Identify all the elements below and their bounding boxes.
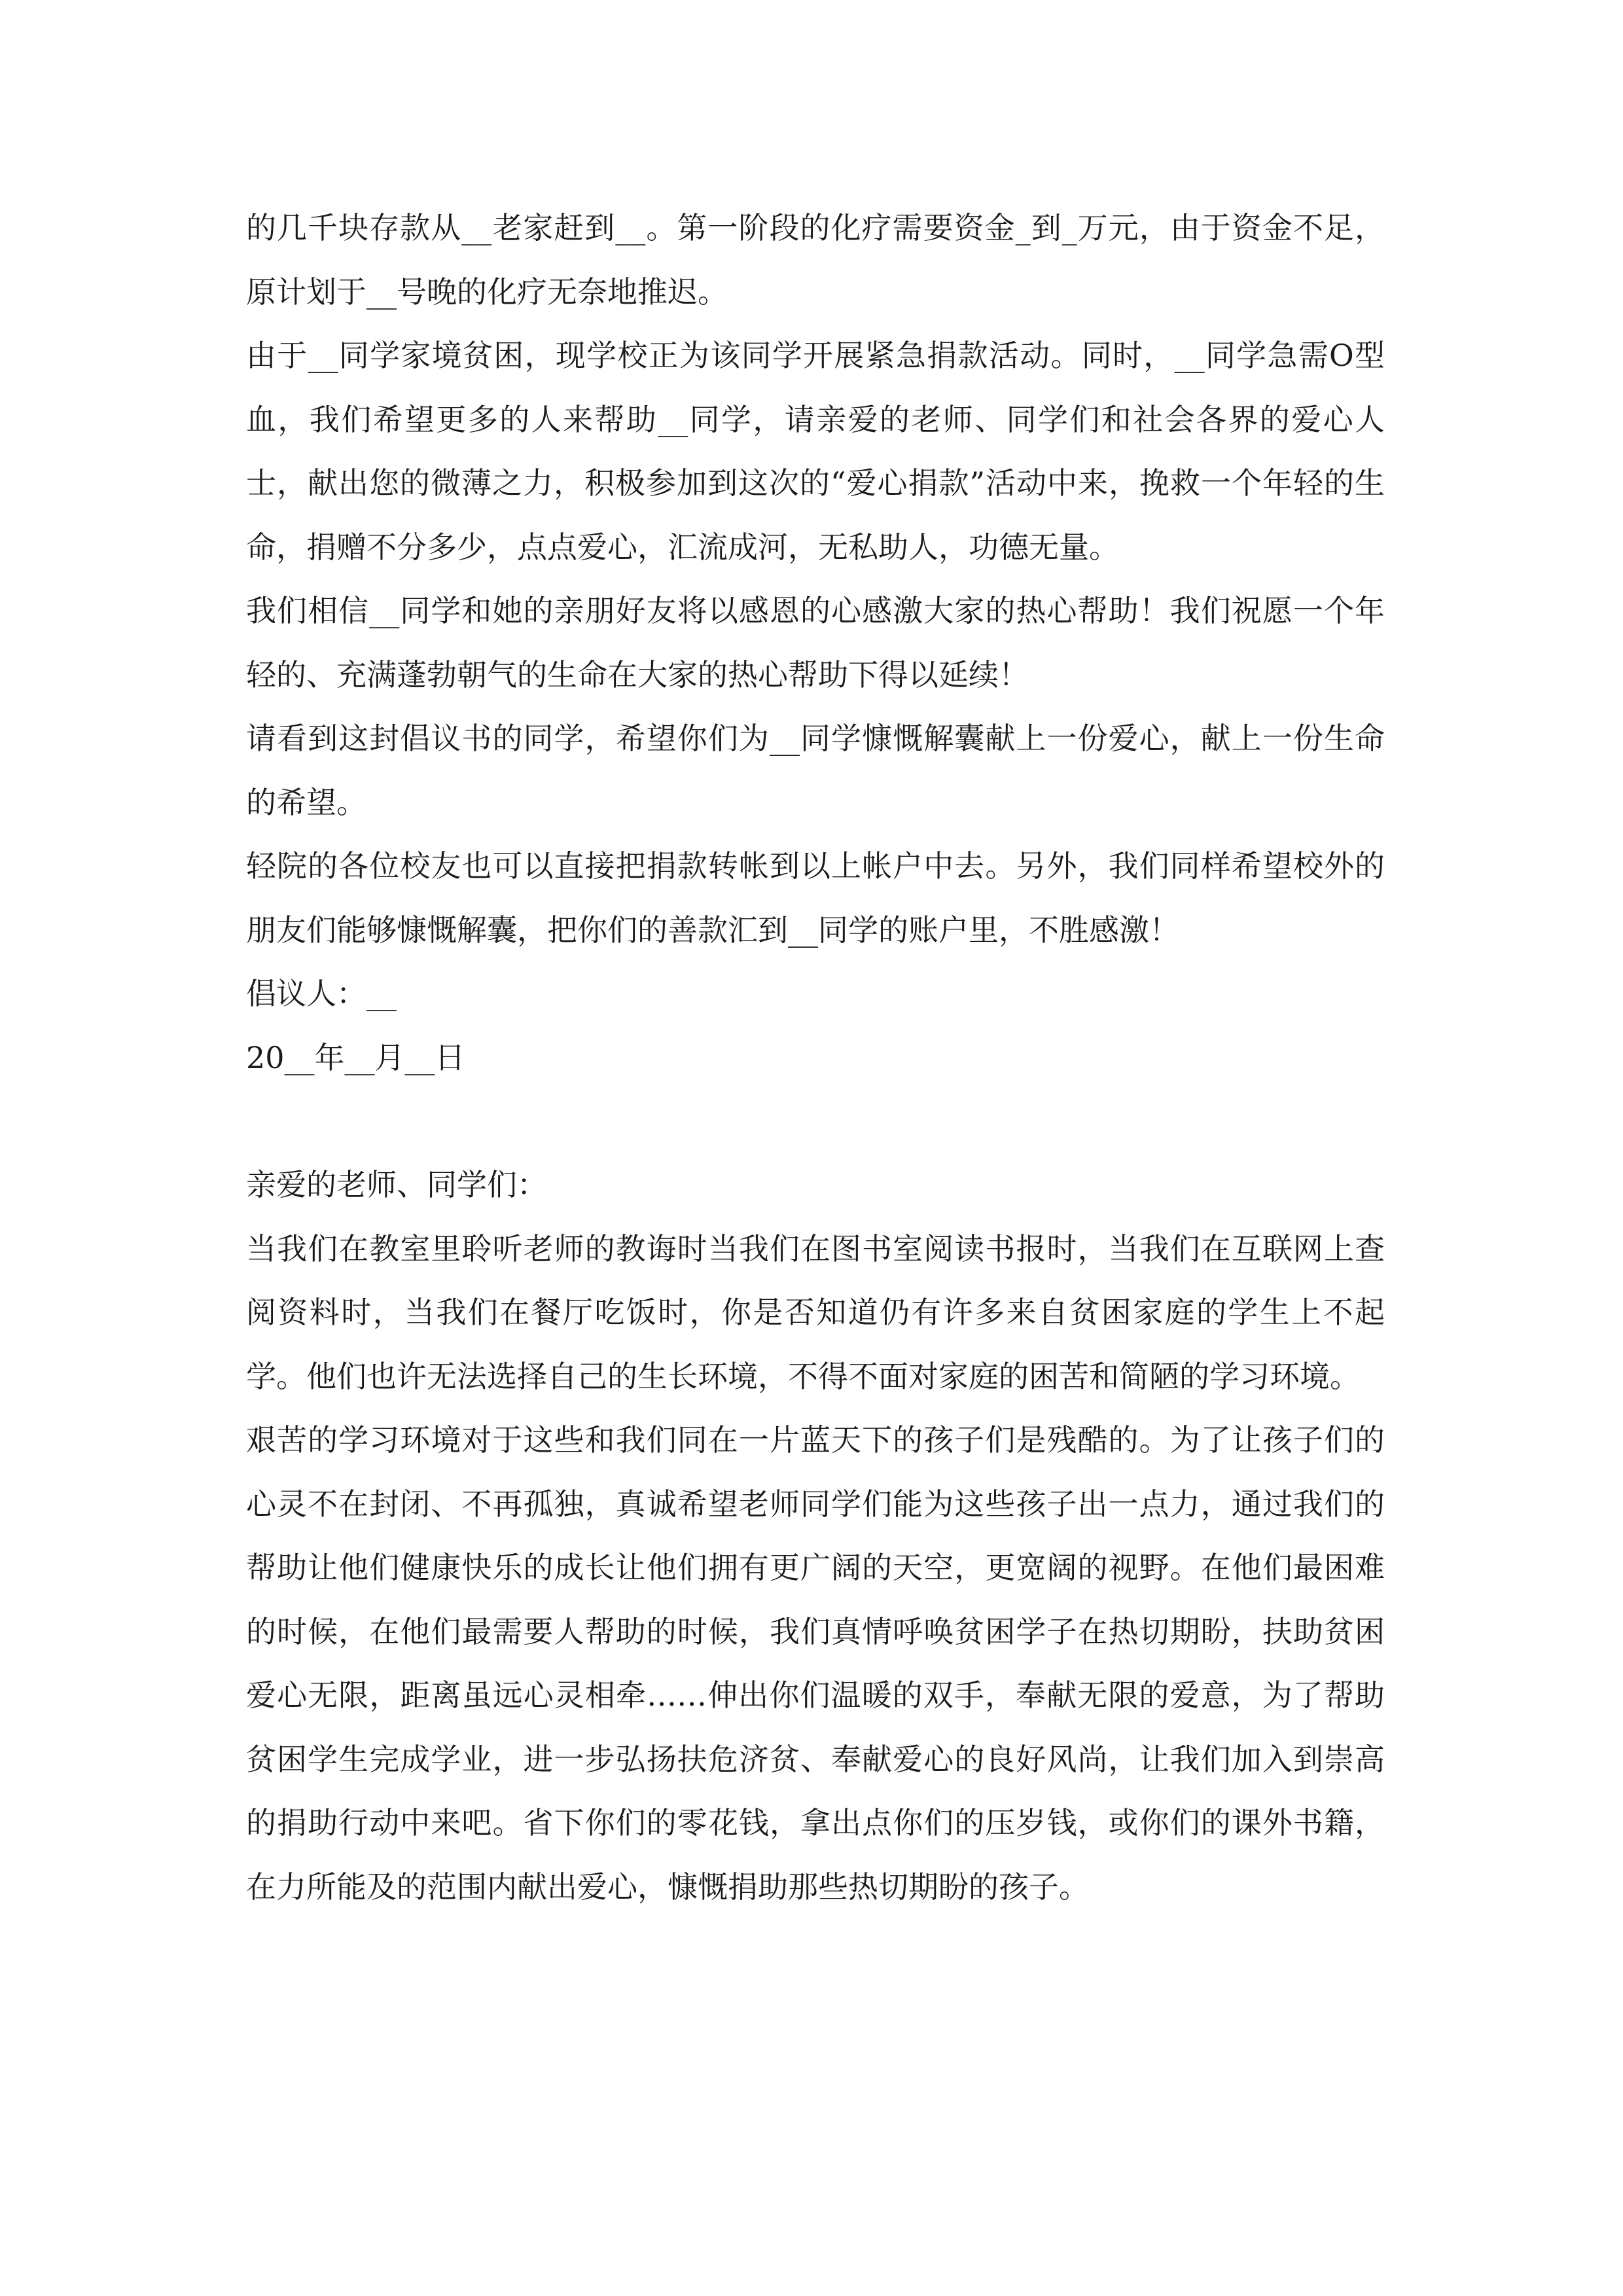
paragraph: 艰苦的学习环境对于这些和我们同在一片蓝天下的孩子们是残酷的。为了让孩子们的心灵不在封闭、不再孤独，真诚希望老师同学们能为这些孩子出一点力，通过我们的帮助让他们健康快乐的成长让他们拥有更广阔的天空，更宽阔的视野。在他们最困难的时候，在他们最需要人帮助的时候，我们真情呼唤贫困学子在热切期盼，扶助贫困爱心无限，距离虽远心灵相牵……伸出你们温暖的双手，奉献无限的爱意，为了帮助贫困学生完成学业，进一步弘扬扶危济贫、奉献爱心的良好风尚，让我们加入到崇高的捐助行动中来吧。省下你们的零花钱，拿出点你们的压岁钱，或你们的课外书籍，在力所能及的范围内献出爱心，慷慨捐助那些热切期盼的孩子。 [246,1422,1385,1905]
signer-line: 倡议人：__ [246,976,397,1011]
document-body [246,196,1385,1919]
paragraph: 当我们在教室里聆听老师的教诲时当我们在图书室阅读书报时，当我们在互联网上查阅资料时，当我们在餐厅吃饭时，你是否知道仍有许多来自贫困家庭的学生上不起学。他们也许无法选择自己的生长环境，不得不面对家庭的困苦和简陋的学习环境。 [246,1230,1385,1394]
paragraph: 由于__同学家境贫困，现学校正为该同学开展紧急捐款活动。同时，__同学急需O型血，我们希望更多的人来帮助__同学，请亲爱的老师、同学们和社会各界的爱心人士，献出您的微薄之力，积极参加到这次的“爱心捐款”活动中来，挽救一个年轻的生命，捐赠不分多少，点点爱心，汇流成河，无私助人，功德无量。 [246,338,1385,565]
date-line: 20__年__月__日 [246,1039,465,1075]
paragraph: 我们相信__同学和她的亲朋好友将以感恩的心感激大家的热心帮助！我们祝愿一个年轻的、充满蓬勃朝气的生命在大家的热心帮助下得以延续！ [246,593,1385,692]
paragraph: 请看到这封倡议书的同学，希望你们为__同学慷慨解囊献上一份爱心，献上一份生命的希望。 [246,721,1385,820]
paragraph: 轻院的各位校友也可以直接把捐款转帐到以上帐户中去。另外，我们同样希望校外的朋友们能够慷慨解囊，把你们的善款汇到__同学的账户里，不胜感激！ [246,848,1385,948]
section-spacer [246,1090,1385,1153]
salutation: 亲爱的老师、同学们： [246,1167,547,1202]
paragraph: 的几千块存款从__老家赶到__。第一阶段的化疗需要资金_到_万元，由于资金不足，原计划于__号晚的化疗无奈地推迟。 [246,210,1385,310]
